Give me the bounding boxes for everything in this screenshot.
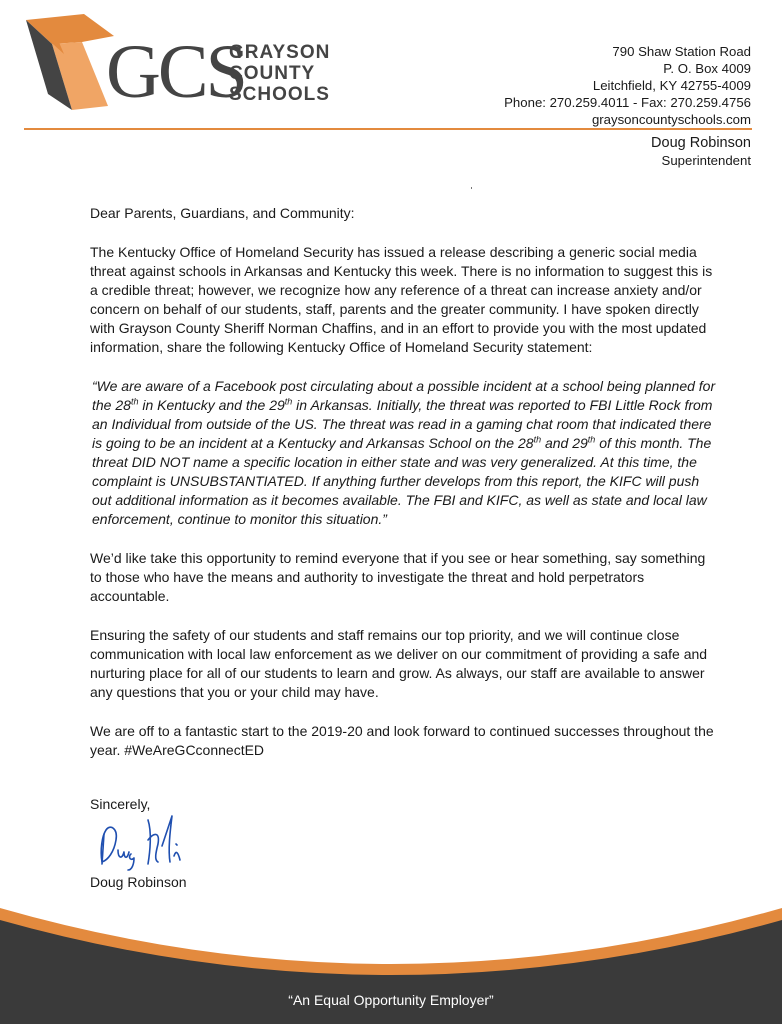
quote-superscript: th	[533, 434, 542, 445]
address-website: graysoncountyschools.com	[591, 112, 751, 127]
signer-block	[651, 134, 751, 169]
handwritten-signature	[96, 810, 206, 872]
logo-monogram: GCS	[106, 30, 245, 114]
address-phone-fax: Phone: 270.259.4011 - Fax: 270.259.4756	[504, 95, 751, 110]
quote-text: in Kentucky and the 29	[138, 397, 285, 413]
paragraph-fantastic-start: We are off to a fantastic start to the 2019-20 and look forward to continued successes throughout the year. #WeAreGCconnectED	[90, 723, 714, 758]
address-city: Leitchfield, KY 42755-4009	[592, 78, 751, 93]
address-block	[504, 43, 751, 128]
logo-name-line: SCHOOLS	[229, 84, 330, 105]
paragraph-safety-priority: Ensuring the safety of our students and staff remains our top priority, and we will continue close communication with local law enforcement as we deliver on our commitment of providing a safe and nurturing place for all of our students to learn and grow. As always, our staff are available to answer any questions that you or your child may have.	[90, 627, 708, 700]
quote-superscript: th	[130, 396, 139, 407]
closing: Sincerely,	[90, 796, 151, 812]
paragraph-threat-release: The Kentucky Office of Homeland Security has issued a release describing a generic social media threat against schools in Arkansas and Kentucky this week. There is no information to suggest this is a credible threat; however, we recognize how any reference of a threat can increase anxiety and/or concern on behalf of our students, staff, parents and the greater community. I have spoken directly with Grayson County Sheriff Norman Chaffins, and in an effort to provide you with the most updated information, share the following Kentucky Office of Homeland Security statement:	[90, 244, 713, 355]
quote-superscript: th	[284, 396, 293, 407]
quote-superscript: th	[587, 434, 596, 445]
logo-district-name	[229, 42, 330, 105]
equal-opportunity-statement: “An Equal Opportunity Employer”	[288, 992, 494, 1008]
signer-name: Doug Robinson	[651, 135, 751, 151]
homeland-security-quote	[90, 377, 720, 529]
quote-text: of this month. The threat DID NOT name a specific location in either state and was very generalized. At this time, the complaint is UNSUBSTANTIATED. If anything further develops from this report, the KIFC will push out additional information as it becomes available. The FBI and KIFC, as well as state and local law enforcement, continue to monitor this situation.”	[92, 435, 712, 527]
logo-name-line: GRAYSON	[229, 42, 331, 63]
district-logo	[22, 14, 332, 114]
address-street: 790 Shaw Station Road	[612, 44, 751, 59]
signer-title: Superintendent	[661, 153, 751, 168]
header-divider	[24, 128, 752, 130]
printed-name: Doug Robinson	[90, 874, 187, 890]
letter-body	[90, 204, 720, 780]
logo-emblem-icon	[22, 14, 117, 114]
quote-text: and 29	[541, 435, 588, 451]
salutation: Dear Parents, Guardians, and Community:	[90, 205, 355, 221]
quote-text: “We are aware of a Facebook post circulating about a possible incident at a school being planned for the 28	[92, 378, 716, 413]
quote-text: in Arkansas. Initially, the threat was reported to FBI Little Rock from an Individual from outside of the US. The threat was read in a gaming chat room that indicated there is going to be an incident at a Kentucky and Arkansas School on the 28	[92, 397, 713, 451]
logo-name-line: COUNTY	[229, 63, 316, 84]
paragraph-see-something: We’d like take this opportunity to remind everyone that if you see or hear something, say something to those who have the means and authority to investigate the threat and hold perpetrators accountable.	[90, 550, 706, 604]
address-po-box: P. O. Box 4009	[663, 61, 751, 76]
scan-speck	[471, 187, 472, 189]
